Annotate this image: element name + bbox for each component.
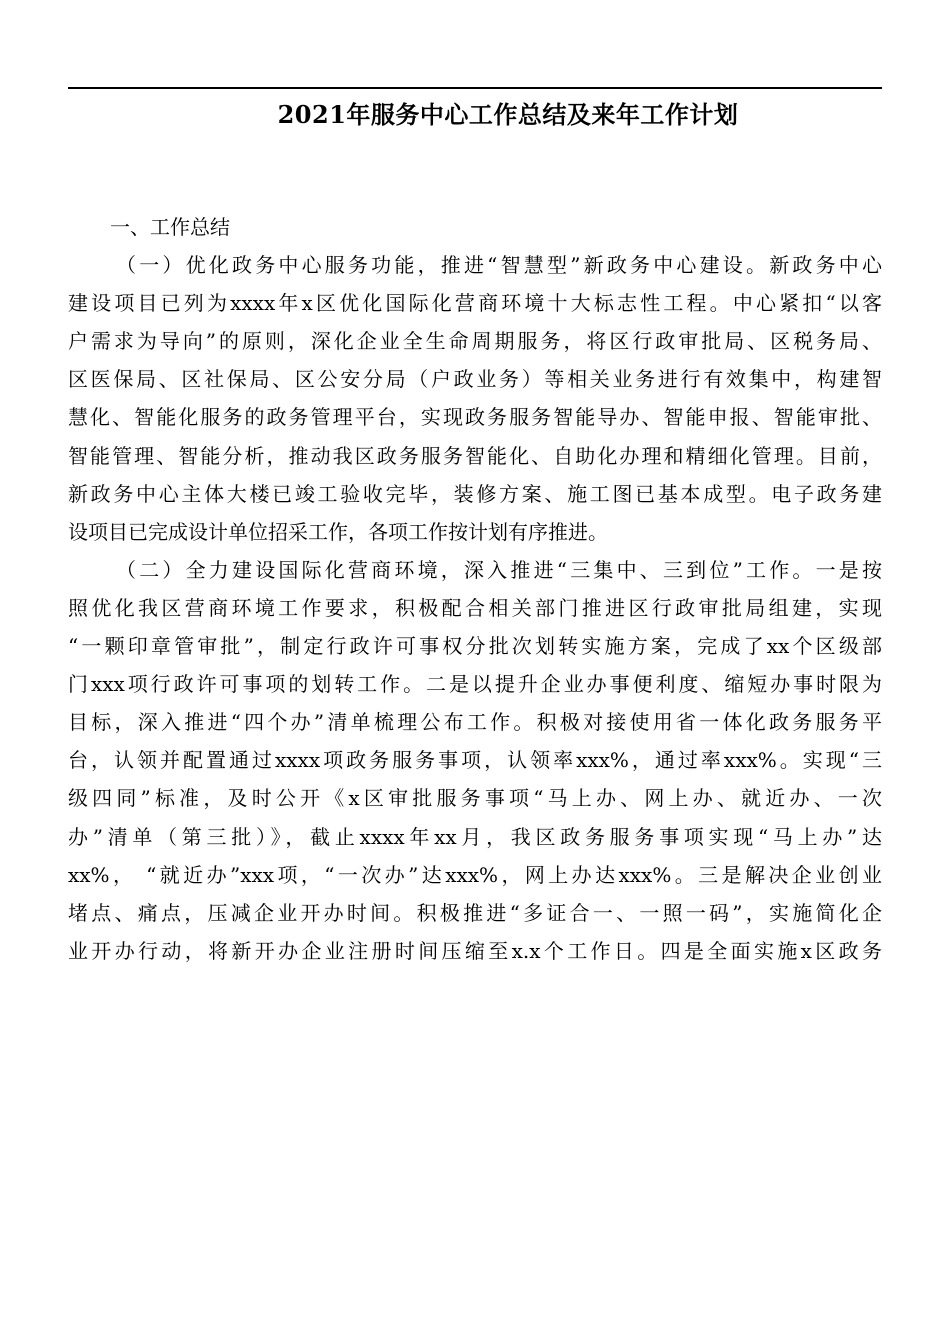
paragraph-line: 办”清单（第三批）》，截止xxxx年xx月，我区政务服务事项实现“马上办”达 — [68, 824, 882, 849]
paragraph-line: 台，认领并配置通过xxxx项政务服务事项，认领率xxx%，通过率xxx%。实现“三 — [68, 748, 882, 773]
section-heading: 一、工作总结 — [110, 215, 230, 239]
document-body — [68, 208, 882, 970]
paragraph-line: 户需求为导向”的原则，深化企业全生命周期服务，将区行政审批局、区税务局、 — [68, 329, 882, 354]
paragraph-1 — [68, 246, 882, 551]
header-rule — [68, 87, 882, 89]
paragraph-line: 业开办行动，将新开办企业注册时间压缩至x.x个工作日。四是全面实施x区政务 — [68, 938, 882, 963]
paragraph-line: 慧化、智能化服务的政务管理平台，实现政务服务智能导办、智能申报、智能审批、 — [68, 405, 882, 430]
paragraph-line: 区医保局、区社保局、区公安分局（户政业务）等相关业务进行有效集中，构建智 — [68, 367, 882, 392]
paragraph-line: 建设项目已列为xxxx年x区优化国际化营商环境十大标志性工程。中心紧扣“以客 — [68, 291, 882, 316]
paragraph-line: 堵点、痛点，压减企业开办时间。积极推进“多证合一、一照一码”，实施简化企 — [68, 900, 882, 925]
paragraph-line: 门xxx项行政许可事项的划转工作。二是以提升企业办事便利度、缩短办事时限为 — [68, 672, 882, 697]
paragraph-line: 新政务中心主体大楼已竣工验收完毕，装修方案、施工图已基本成型。电子政务建 — [68, 481, 882, 506]
paragraph-line: 照优化我区营商环境工作要求，积极配合相关部门推进区行政审批局组建，实现 — [68, 595, 882, 620]
paragraph-line: 智能管理、智能分析，推动我区政务服务智能化、自助化办理和精细化管理。目前， — [68, 443, 882, 468]
paragraph-line: 目标，深入推进“四个办”清单梳理公布工作。积极对接使用省一体化政务服务平 — [68, 710, 882, 735]
document-title: 2021年服务中心工作总结及来年工作计划 — [277, 100, 739, 129]
paragraph-line: （一）优化政务中心服务功能，推进“智慧型”新政务中心建设。新政务中心 — [116, 253, 882, 278]
paragraph-2 — [68, 551, 882, 970]
paragraph-line: 级四同”标准，及时公开《x区审批服务事项“马上办、网上办、就近办、一次 — [68, 786, 882, 811]
paragraph-line: “一颗印章管审批”，制定行政许可事权分批次划转实施方案，完成了xx个区级部 — [68, 634, 882, 659]
paragraph-line: 设项目已完成设计单位招采工作，各项工作按计划有序推进。 — [68, 519, 608, 544]
paragraph-line: xx%， “就近办”xxx项，“一次办”达xxx%，网上办达xxx%。三是解决企业创业 — [68, 862, 882, 887]
paragraph-line: （二）全力建设国际化营商环境，深入推进“三集中、三到位”工作。一是按 — [116, 557, 882, 582]
